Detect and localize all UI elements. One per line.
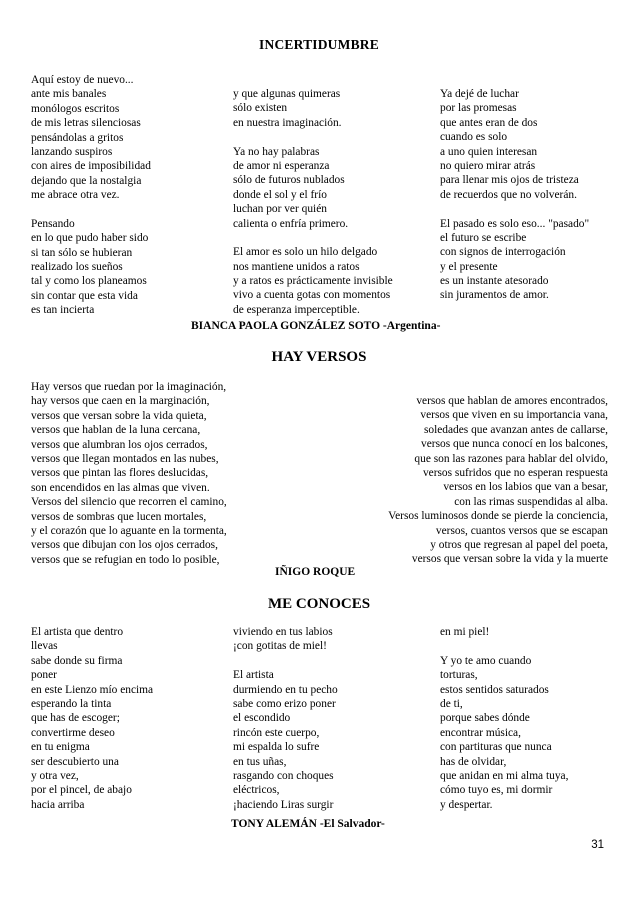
verse-line: que son las razones para hablar del olvido,	[414, 452, 608, 465]
verse-line: esperando la tinta	[31, 697, 112, 710]
verse-line: para llenar mis ojos de tristeza	[440, 174, 579, 187]
verse-line: con signos de interrogación	[440, 246, 566, 259]
verse-line: Versos del silencio que recorren el camino,	[31, 496, 227, 509]
verse-line: Y yo te amo cuando	[440, 654, 532, 667]
verse-line: El artista	[233, 669, 274, 682]
verse-line: de mis letras silenciosas	[31, 117, 141, 130]
poem3-column-1	[31, 625, 153, 812]
verse-line: versos que llegan montados en las nubes,	[31, 452, 219, 465]
verse-line: no quiero mirar atrás	[440, 159, 536, 172]
verse-line: versos que nunca conocí en los balcones,	[421, 438, 608, 451]
verse-line: versos, cuantos versos que se escapan	[435, 524, 608, 537]
verse-line: ¡con gotitas de miel!	[233, 640, 327, 653]
verse-line: luchan por ver quién	[233, 203, 327, 216]
verse-line: en tus uñas,	[233, 755, 287, 768]
verse-line: versos que viven en su importancia vana,	[420, 409, 608, 422]
verse-line: torturas,	[440, 669, 478, 682]
verse-line: lanzando suspiros	[31, 145, 113, 158]
verse-line: de ti,	[440, 697, 463, 710]
poem1-column-2	[233, 87, 393, 317]
verse-line: viviendo en tus labios	[233, 626, 333, 638]
verse-line: en este Lienzo mío encima	[31, 683, 154, 696]
verse-line: y a ratos es prácticamente invisible	[233, 275, 393, 288]
poem-title-hay-versos: HAY VERSOS	[271, 349, 367, 365]
verse-line: ser descubierto una	[31, 755, 119, 768]
verse-line: nos mantiene unidos a ratos	[233, 260, 360, 273]
verse-line: versos que pintan las flores deslucidas,	[31, 467, 209, 480]
verse-line: cuando es solo	[440, 131, 508, 144]
verse-line: versos que versan sobre la vida quieta,	[31, 409, 207, 422]
verse-line: Versos luminosos donde se pierde la conciencia,	[388, 510, 608, 523]
verse-line: que antes eran de dos	[440, 116, 538, 129]
verse-line: de recuerdos que no volverán.	[440, 188, 577, 201]
verse-line: porque sabes dónde	[440, 712, 530, 725]
verse-line: y otra vez,	[31, 769, 79, 782]
verse-line: sabe donde su firma	[31, 654, 123, 667]
verse-line: versos que se refugian en todo lo posible,	[31, 553, 220, 566]
verse-line: versos de sombras que lucen mortales,	[31, 510, 207, 523]
verse-line: con partituras que nunca	[440, 741, 552, 754]
page-number: 31	[591, 839, 604, 851]
verse-line: hacia arriba	[31, 798, 85, 811]
verse-line: eléctricos,	[233, 784, 280, 797]
verse-line: que has de escoger;	[31, 712, 120, 725]
verse-line: has de olvidar,	[440, 755, 507, 768]
verse-line: el futuro se escribe	[440, 231, 527, 244]
verse-line: en tu enigma	[31, 741, 90, 754]
verse-line	[233, 654, 338, 668]
verse-line: tal y como los planeamos	[31, 275, 147, 288]
verse-line: rasgando con choques	[233, 769, 334, 782]
verse-line: llevas	[31, 640, 58, 653]
verse-line: versos que alumbran los ojos cerrados,	[31, 438, 208, 451]
verse-line: sin juramentos de amor.	[440, 289, 549, 302]
verse-line: a uno quien interesan	[440, 145, 538, 158]
verse-line: Hay versos que ruedan por la imaginación,	[31, 381, 227, 393]
verse-line: con las rimas suspendidas al alba.	[454, 495, 608, 508]
verse-line: vivo a cuenta gotas con momentos	[233, 289, 391, 302]
poem1-author: BIANCA PAOLA GONZÁLEZ SOTO -Argentina-	[191, 320, 441, 332]
verse-line: El pasado es solo eso... "pasado"	[440, 217, 590, 230]
verse-line: por las promesas	[440, 102, 517, 115]
poem3-column-3	[440, 625, 568, 812]
verse-line	[31, 203, 151, 217]
verse-line: Aquí estoy de nuevo...	[31, 74, 134, 86]
verse-line: encontrar música,	[440, 726, 521, 739]
poem2-author: IÑIGO ROQUE	[275, 566, 356, 578]
verse-line: pensándolas a gritos	[31, 131, 124, 144]
verse-line: realizado los sueños	[31, 261, 123, 274]
verse-line: versos sufridos que no esperan respuesta	[422, 466, 608, 479]
verse-line: estos sentidos saturados	[440, 683, 549, 696]
verse-line: y despertar.	[440, 798, 493, 811]
poem1-column-1	[31, 73, 151, 318]
verse-line: poner	[31, 669, 57, 682]
verse-line: mi espalda lo sufre	[233, 741, 320, 754]
poem1-column-3	[440, 87, 589, 303]
verse-line: El artista que dentro	[31, 626, 124, 638]
verse-line: es un instante atesorado	[440, 275, 549, 288]
verse-line: versos que hablan de amores encontrados,	[416, 395, 608, 407]
verse-line: calienta o enfría primero.	[233, 217, 349, 230]
verse-line: son encendidos en las almas que viven.	[31, 481, 210, 494]
verse-line: sólo existen	[233, 102, 288, 115]
poem2-right-column	[388, 394, 608, 567]
verse-line: Ya no hay palabras	[233, 145, 320, 158]
verse-line: de esperanza imperceptible.	[233, 303, 360, 316]
verse-line: y el corazón que lo aguante en la tormenta,	[31, 524, 227, 537]
verse-line	[440, 639, 568, 653]
verse-line: sólo de futuros nublados	[233, 174, 345, 187]
verse-line: convertirme deseo	[31, 726, 115, 739]
verse-line: versos en los labios que van a besar,	[443, 481, 608, 494]
verse-line: ante mis banales	[31, 88, 107, 101]
verse-line: en mi piel!	[440, 626, 490, 638]
verse-line: que anidan en mi alma tuya,	[440, 769, 569, 782]
verse-line: y que algunas quimeras	[233, 88, 341, 100]
poem-title-me-conoces: ME CONOCES	[267, 596, 371, 612]
verse-line: es tan incierta	[31, 304, 95, 317]
poem2-left-column	[31, 380, 331, 567]
verse-line: en nuestra imaginación.	[233, 116, 342, 129]
verse-line: durmiendo en tu pecho	[233, 683, 338, 696]
verse-line: el escondido	[233, 712, 291, 725]
verse-line: con aires de imposibilidad	[31, 160, 151, 173]
verse-line: donde el sol y el frío	[233, 188, 327, 201]
verse-line: dejando que la nostalgia	[31, 174, 142, 187]
verse-line: versos que dibujan con los ojos cerrados,	[31, 539, 218, 552]
verse-line: me abrace otra vez.	[31, 189, 120, 202]
verse-line: ¡haciendo Liras surgir	[233, 798, 334, 811]
verse-line: versos que hablan de la luna cercana,	[31, 424, 201, 437]
verse-line: rincón este cuerpo,	[233, 726, 320, 739]
poem-title-incertidumbre: INCERTIDUMBRE	[259, 37, 379, 52]
verse-line: y otros que regresan al papel del poeta,	[430, 538, 608, 551]
verse-line: si tan sólo se hubieran	[31, 246, 133, 259]
verse-line: monólogos escritos	[31, 102, 120, 115]
verse-line: sabe como erizo poner	[233, 697, 336, 710]
poem3-author: TONY ALEMÁN -El Salvador-	[231, 818, 385, 830]
verse-line: cómo tuyo es, mi dormir	[440, 784, 553, 797]
verse-line: por el pincel, de abajo	[31, 784, 132, 797]
verse-line: sin contar que esta vida	[31, 289, 138, 302]
verse-line: y el presente	[440, 260, 498, 273]
verse-line	[233, 130, 393, 144]
verse-line: El amor es solo un hilo delgado	[233, 246, 378, 259]
verse-line: versos que versan sobre la vida y la muerte	[411, 553, 608, 566]
verse-line	[440, 202, 589, 216]
verse-line: Ya dejé de luchar	[440, 88, 519, 100]
verse-line: en lo que pudo haber sido	[31, 232, 149, 245]
verse-line: hay versos que caen en la marginación,	[31, 395, 210, 408]
verse-line: Pensando	[31, 217, 75, 230]
verse-line: de amor ni esperanza	[233, 159, 330, 172]
poem3-column-2	[233, 625, 338, 812]
verse-line	[233, 231, 393, 245]
verse-line: soledades que avanzan antes de callarse,	[423, 423, 608, 436]
